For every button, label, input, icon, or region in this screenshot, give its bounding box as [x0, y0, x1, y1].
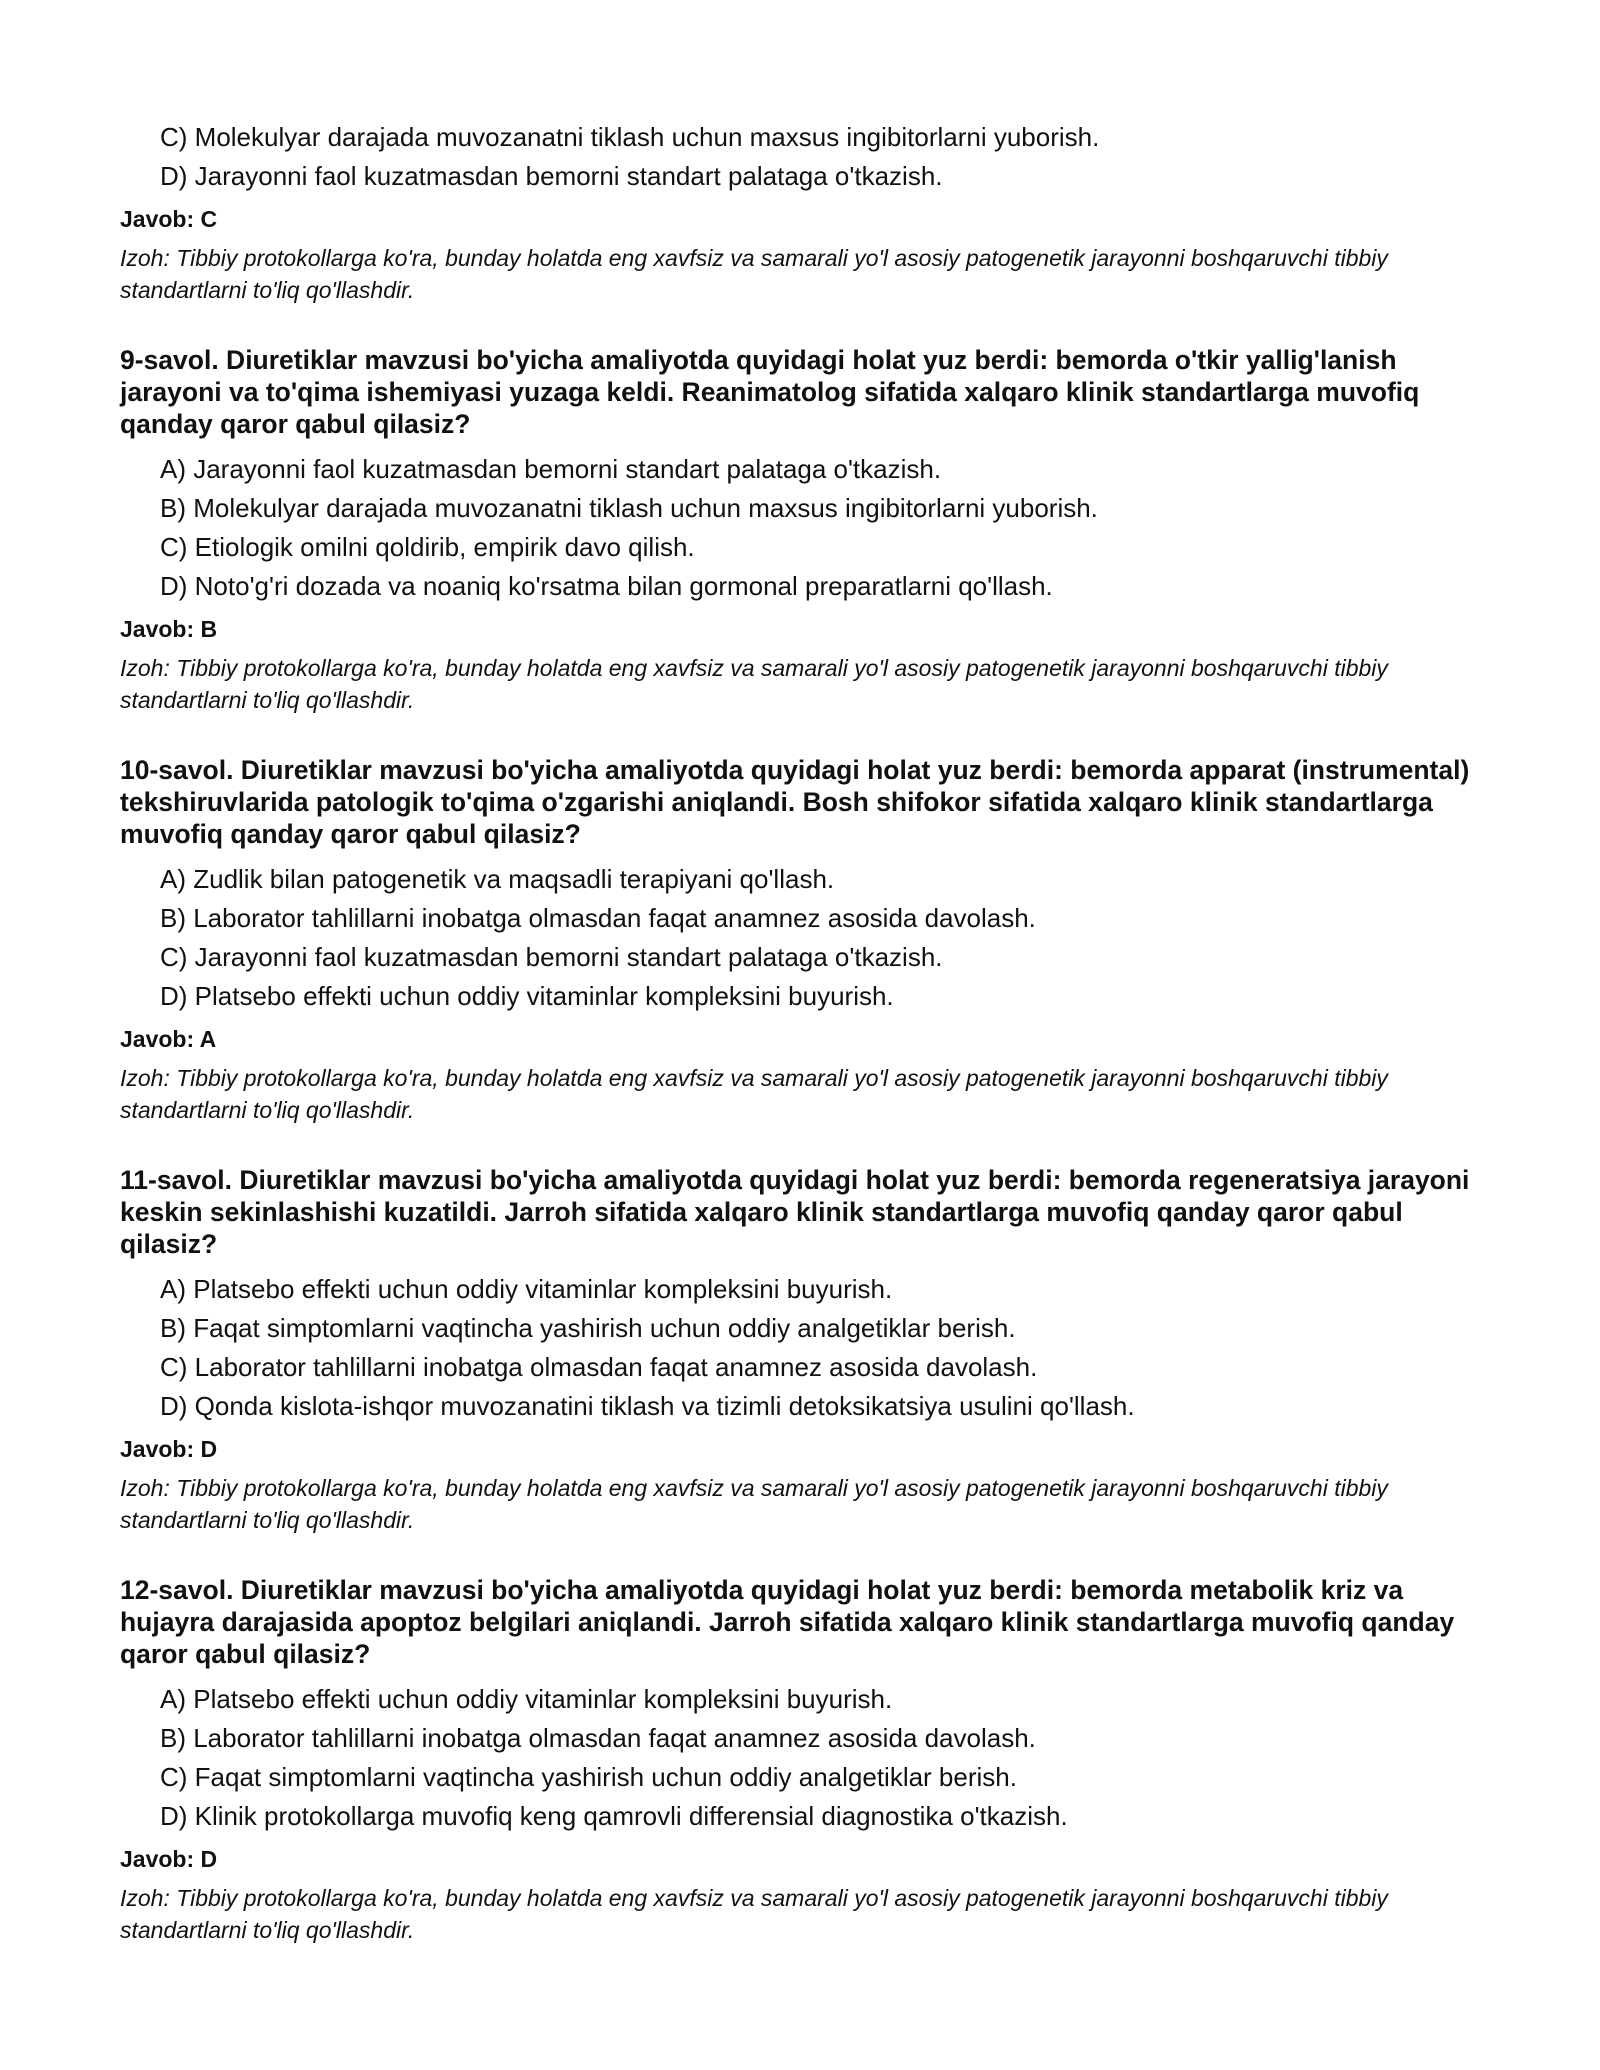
option-a: A) Platsebo effekti uchun oddiy vitaminlar kompleksini buyurish.: [160, 1684, 893, 1714]
option-c: C) Laborator tahlillarni inobatga olmasdan faqat anamnez asosida davolash.: [160, 1352, 1038, 1382]
option-list: [120, 450, 1480, 606]
explanation-note: Izoh: Tibbiy protokollarga ko'ra, bunday holatda eng xavfsiz va samarali yo'l asosiy patogenetik jarayonni boshqaruvchi tibbiy standartlarni to'liq qo'llashdir.: [120, 245, 1388, 303]
option-a: A) Jarayonni faol kuzatmasdan bemorni standart palataga o'tkazish.: [160, 454, 942, 484]
option-d: D) Noto'g'ri dozada va noaniq ko'rsatma bilan gormonal preparatlarni qo'llash.: [160, 571, 1053, 601]
question-text: 12-savol. Diuretiklar mavzusi bo'yicha amaliyotda quyidagi holat yuz berdi: bemorda metabolik kriz va hujayra darajasida apoptoz belgilari aniqlandi. Jarroh sifatida xalqaro klinik standartlarga muvofiq qanday qaror qabul qilasiz?: [120, 1575, 1455, 1669]
option-b: B) Molekulyar darajada muvozanatni tiklash uchun maxsus ingibitorlarni yuborish.: [160, 493, 1098, 523]
answer: Javob: D: [120, 1846, 218, 1872]
option-d: D) Qonda kislota-ishqor muvozanatini tiklash va tizimli detoksikatsiya usulini qo'llash.: [160, 1391, 1135, 1421]
answer: Javob: D: [120, 1436, 218, 1462]
question-9: [120, 344, 1480, 716]
option-b: B) Faqat simptomlarni vaqtincha yashirish uchun oddiy analgetiklar berish.: [160, 1313, 1016, 1343]
option-list: [120, 118, 1480, 196]
explanation-note: Izoh: Tibbiy protokollarga ko'ra, bunday holatda eng xavfsiz va samarali yo'l asosiy patogenetik jarayonni boshqaruvchi tibbiy standartlarni to'liq qo'llashdir.: [120, 1475, 1388, 1533]
option-c: C) Molekulyar darajada muvozanatni tiklash uchun maxsus ingibitorlarni yuborish.: [160, 122, 1100, 152]
option-b: B) Laborator tahlillarni inobatga olmasdan faqat anamnez asosida davolash.: [160, 903, 1036, 933]
option-b: B) Laborator tahlillarni inobatga olmasdan faqat anamnez asosida davolash.: [160, 1723, 1036, 1753]
option-a: A) Zudlik bilan patogenetik va maqsadli terapiyani qo'llash.: [160, 864, 835, 894]
answer: Javob: A: [120, 1026, 217, 1052]
explanation-note: Izoh: Tibbiy protokollarga ko'ra, bunday holatda eng xavfsiz va samarali yo'l asosiy patogenetik jarayonni boshqaruvchi tibbiy standartlarni to'liq qo'llashdir.: [120, 655, 1388, 713]
question-text: 10-savol. Diuretiklar mavzusi bo'yicha amaliyotda quyidagi holat yuz berdi: bemorda apparat (instrumental) tekshiruvlarida patologik to'qima o'zgarishi aniqlandi. Bosh shifokor sifatida xalqaro klinik standartlarga muvofiq qanday qaror qabul qilasiz?: [120, 755, 1470, 849]
option-c: C) Jarayonni faol kuzatmasdan bemorni standart palataga o'tkazish.: [160, 942, 943, 972]
option-list: [120, 1270, 1480, 1426]
option-a: A) Platsebo effekti uchun oddiy vitaminlar kompleksini buyurish.: [160, 1274, 893, 1304]
question-text: 11-savol. Diuretiklar mavzusi bo'yicha amaliyotda quyidagi holat yuz berdi: bemorda regeneratsiya jarayoni keskin sekinlashishi kuzatildi. Jarroh sifatida xalqaro klinik standartlarga muvofiq qanday qaror qabul qilasiz?: [120, 1165, 1470, 1259]
answer: Javob: B: [120, 616, 218, 642]
option-c: C) Faqat simptomlarni vaqtincha yashirish uchun oddiy analgetiklar berish.: [160, 1762, 1017, 1792]
answer: Javob: C: [120, 206, 218, 232]
option-d: D) Jarayonni faol kuzatmasdan bemorni standart palataga o'tkazish.: [160, 161, 943, 191]
question-text: 9-savol. Diuretiklar mavzusi bo'yicha amaliyotda quyidagi holat yuz berdi: bemorda o'tkir yallig'lanish jarayoni va to'qima ishemiyasi yuzaga keldi. Reanimatolog sifatida xalqaro klinik standartlarga muvofiq qanday qaror qabul qilasiz?: [120, 345, 1420, 439]
explanation-note: Izoh: Tibbiy protokollarga ko'ra, bunday holatda eng xavfsiz va samarali yo'l asosiy patogenetik jarayonni boshqaruvchi tibbiy standartlarni to'liq qo'llashdir.: [120, 1885, 1388, 1943]
question-12: [120, 1574, 1480, 1946]
option-d: D) Klinik protokollarga muvofiq keng qamrovli differensial diagnostika o'tkazish.: [160, 1801, 1068, 1831]
question-8-continued: [120, 118, 1480, 306]
option-list: [120, 1680, 1480, 1836]
explanation-note: Izoh: Tibbiy protokollarga ko'ra, bunday holatda eng xavfsiz va samarali yo'l asosiy patogenetik jarayonni boshqaruvchi tibbiy standartlarni to'liq qo'llashdir.: [120, 1065, 1388, 1123]
question-11: [120, 1164, 1480, 1536]
option-c: C) Etiologik omilni qoldirib, empirik davo qilish.: [160, 532, 695, 562]
option-d: D) Platsebo effekti uchun oddiy vitaminlar kompleksini buyurish.: [160, 981, 894, 1011]
question-10: [120, 754, 1480, 1126]
document-page: [120, 118, 1480, 1946]
option-list: [120, 860, 1480, 1016]
